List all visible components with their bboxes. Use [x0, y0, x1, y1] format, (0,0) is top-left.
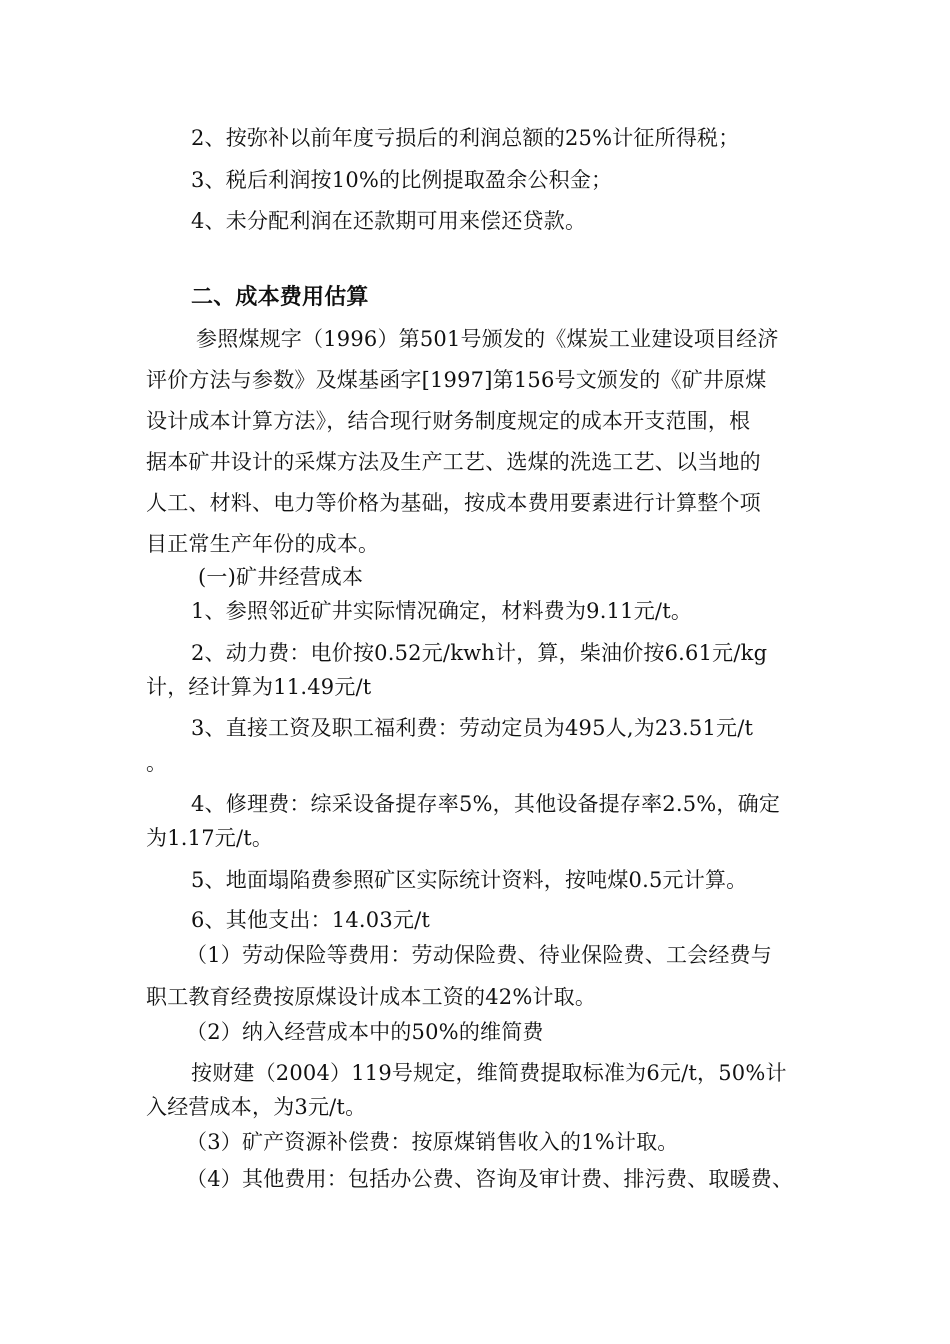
cost-item-wages: 3、直接工资及职工福利费：劳动定员为495人,为23.51元/t — [191, 716, 754, 740]
intro-paragraph-line: 参照煤规字（1996）第501号颁发的《煤炭工业建设项目经济 — [196, 327, 779, 351]
cost-item-material: 1、参照邻近矿井实际情况确定，材料费为9.11元/t。 — [191, 599, 693, 623]
maintenance-fee-detail: 按财建（2004）119号规定，维简费提取标准为6元/t，50%计 — [191, 1061, 787, 1085]
cost-item-power-continued: 计，经计算为11.49元/t — [146, 675, 372, 699]
cost-item-other-expenses: 6、其他支出：14.03元/t — [191, 908, 430, 932]
list-item-income-tax: 2、按弥补以前年度亏损后的利润总额的25%计征所得税； — [191, 126, 740, 150]
other-expense-maintenance-fee: （2）纳入经营成本中的50%的维简费 — [186, 1020, 544, 1044]
other-expense-resource-compensation: （3）矿产资源补偿费：按原煤销售收入的1%计取。 — [186, 1130, 679, 1154]
list-item-undistributed-profit: 4、未分配利润在还款期可用来偿还贷款。 — [191, 209, 587, 233]
cost-item-wages-continued: 。 — [146, 751, 168, 775]
intro-paragraph-line: 据本矿井设计的采煤方法及生产工艺、选煤的洗选工艺、以当地的 — [146, 450, 761, 474]
cost-item-subsidence: 5、地面塌陷费参照矿区实际统计资料，按吨煤0.5元计算。 — [191, 868, 748, 892]
other-expense-labor-insurance-continued: 职工教育经费按原煤设计成本工资的42%计取。 — [146, 985, 597, 1009]
list-item-surplus-reserve: 3、税后利润按10%的比例提取盈余公积金； — [191, 168, 613, 192]
section-heading: 二、成本费用估算 — [191, 285, 369, 310]
intro-paragraph-line: 设计成本计算方法》，结合现行财务制度规定的成本开支范围，根 — [146, 409, 751, 433]
other-expense-labor-insurance: （1）劳动保险等费用：劳动保险费、待业保险费、工会经费与 — [186, 943, 772, 967]
subsection-heading: (一)矿井经营成本 — [198, 565, 364, 589]
intro-paragraph-line: 评价方法与参数》及煤基函字[1997]第156号文颁发的《矿井原煤 — [146, 368, 767, 392]
other-expense-misc: （4）其他费用：包括办公费、咨询及审计费、排污费、取暖费、 — [186, 1167, 794, 1191]
cost-item-repair: 4、修理费：综采设备提存率5%，其他设备提存率2.5%，确定 — [191, 792, 781, 816]
cost-item-power: 2、动力费：电价按0.52元/kwh计，算，柴油价按6.61元/kg — [191, 641, 768, 665]
intro-paragraph-line: 人工、材料、电力等价格为基础，按成本费用要素进行计算整个项 — [146, 491, 761, 515]
maintenance-fee-detail-continued: 入经营成本，为3元/t。 — [146, 1095, 367, 1119]
intro-paragraph-line: 目正常生产年份的成本。 — [146, 532, 380, 556]
cost-item-repair-continued: 为1.17元/t。 — [146, 826, 274, 850]
